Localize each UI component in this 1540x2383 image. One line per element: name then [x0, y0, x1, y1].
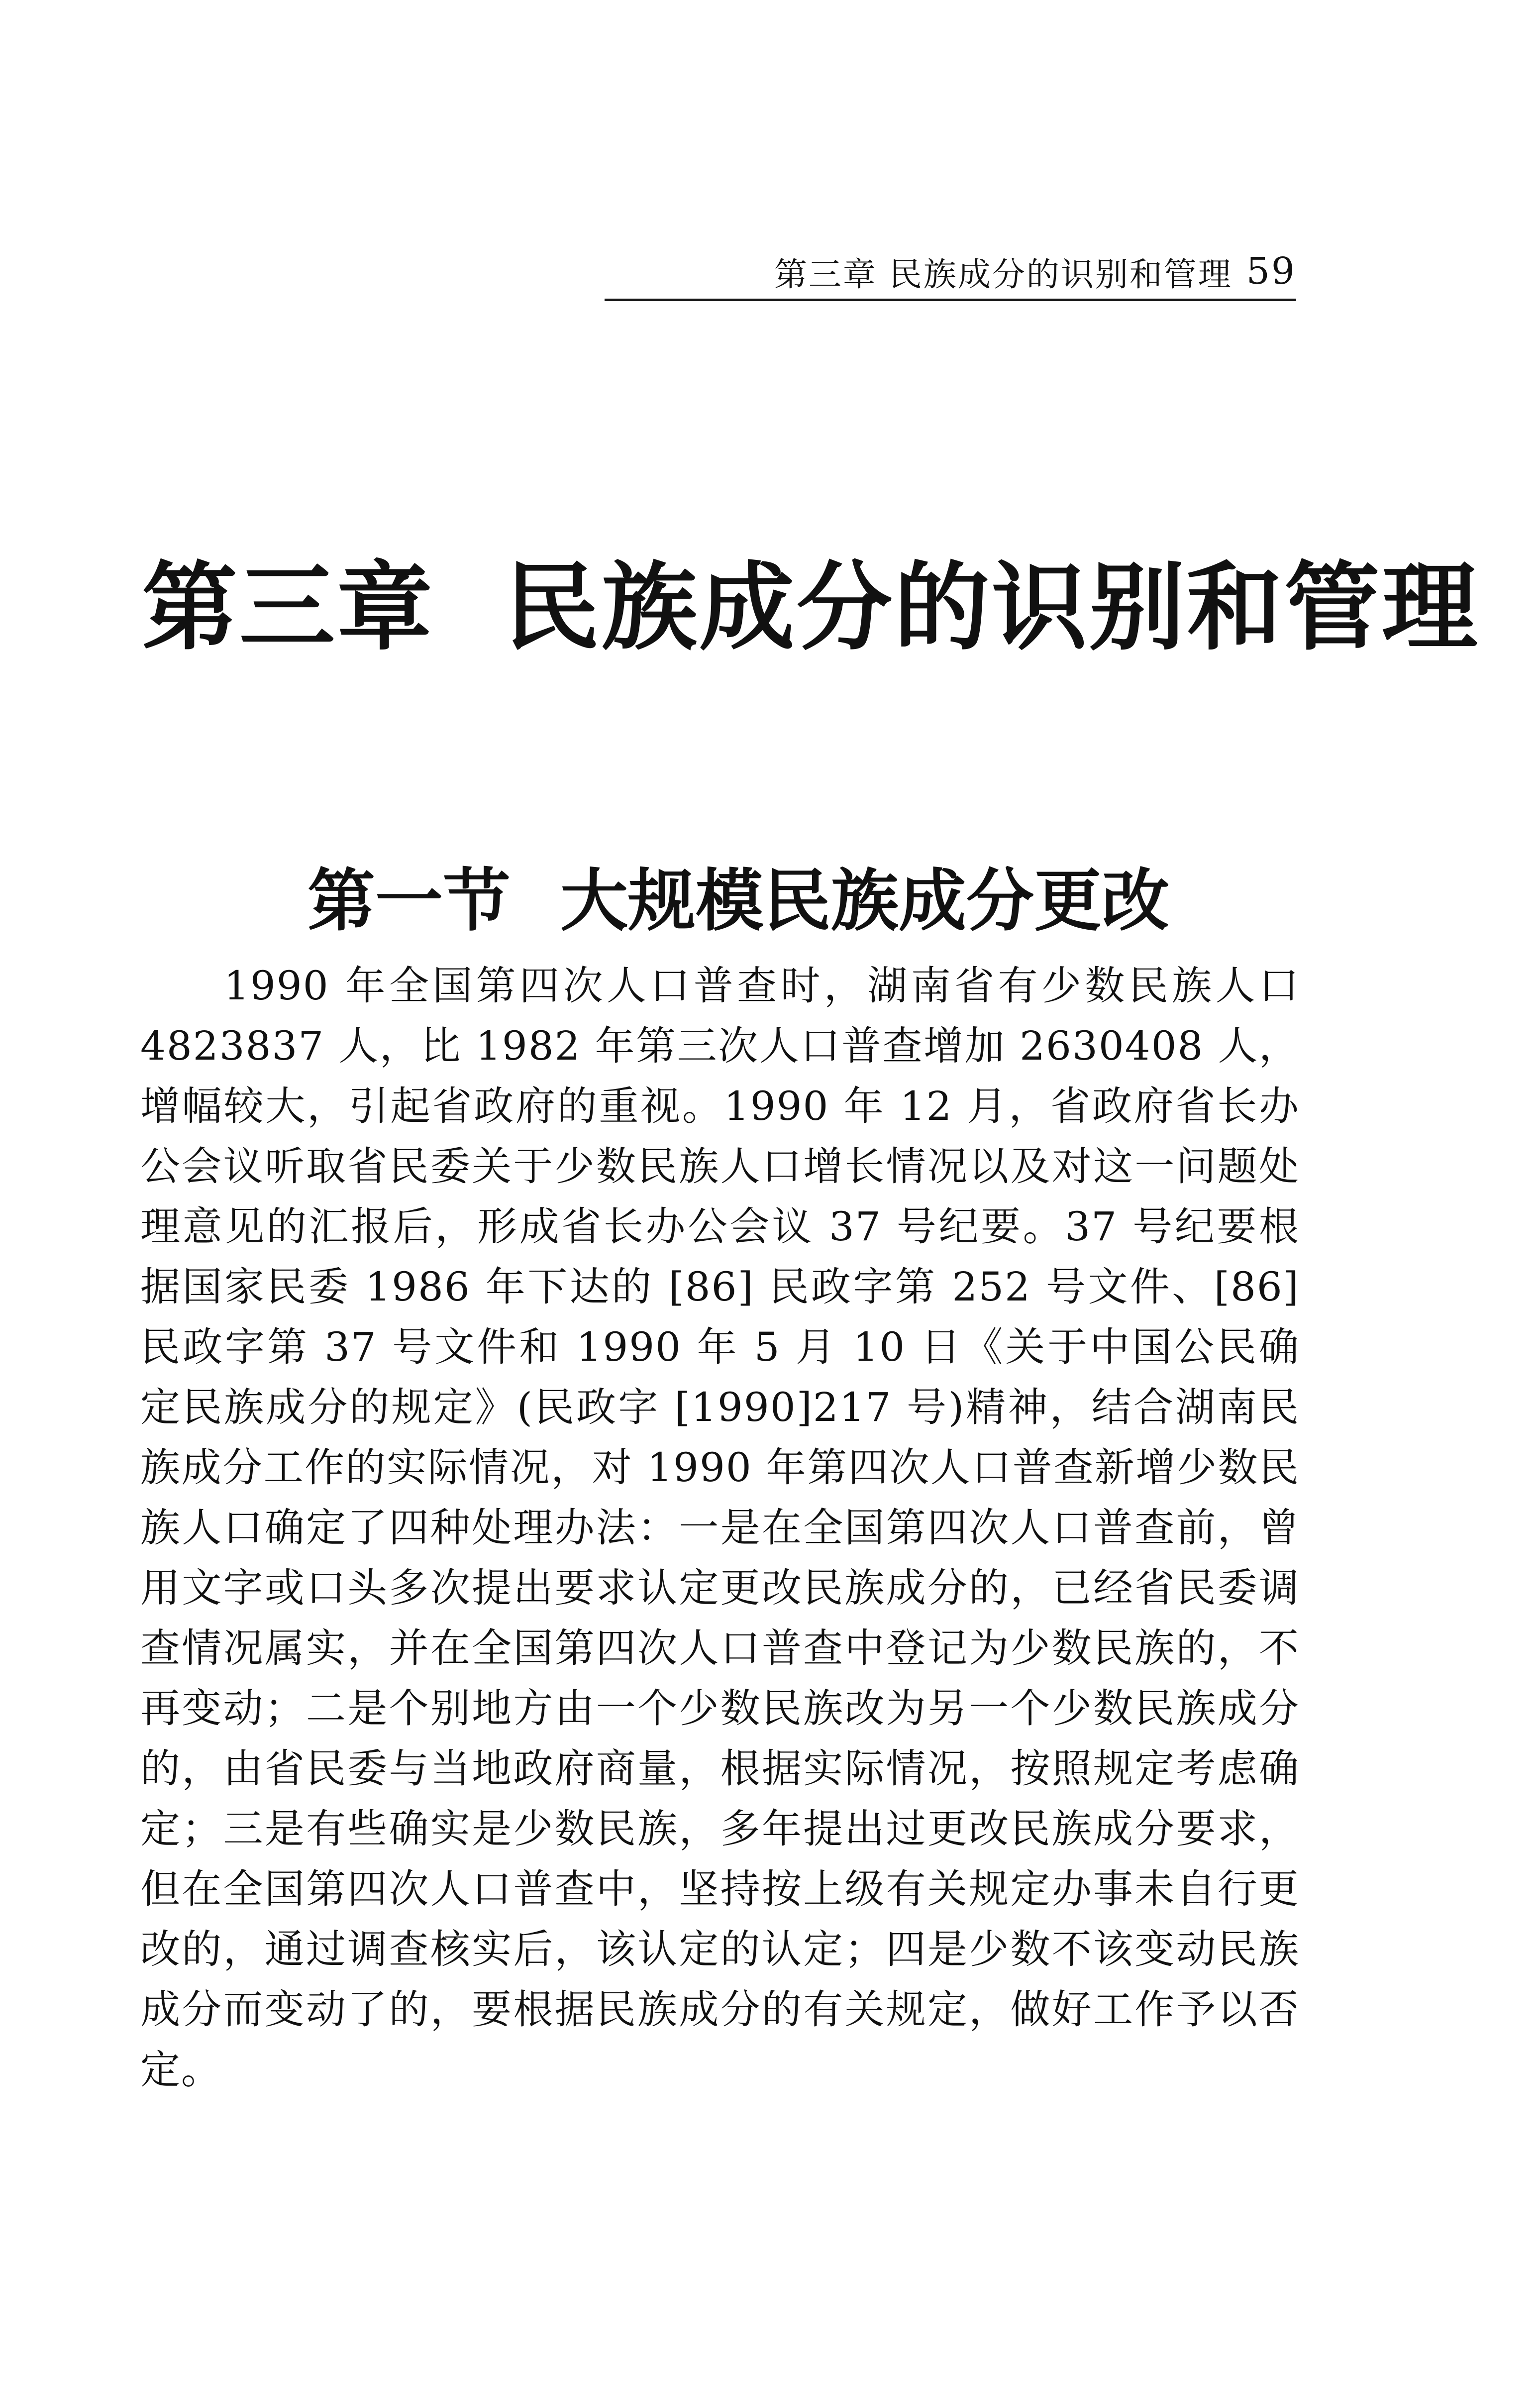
section-title [308, 855, 1253, 941]
chapter-title-text: 民族成分的识别和管理 [504, 551, 1479, 663]
running-header [605, 244, 1296, 301]
section-title-text: 大规模民族成分更改 [560, 861, 1169, 941]
chapter-number: 第三章 [142, 551, 434, 663]
body-paragraph: 1990 年全国第四次人口普查时，湖南省有少数民族人口 4823837 人，比 1982 年第三次人口普查增加 2630408 人，增幅较大，引起省政府的重视。1990 年 12 月，省政府省长办公会议听取省民委关于少数民族人口增长情况以及对这一问题处理意见的汇报后，形成省长办公会议 37 号纪要。37 号纪要根据国家民委 1986 年下达的 [86] 民政字第 252 号文件、[86] 民政字第 37 号文件和 1990 年 5 月 10 日《关于中国公民确定民族成分的规定》(民政字 [1990]217 号)精神，结合湖南民族成分工作的实际情况，对 1990 年第四次人口普查新增少数民族人口确定了四种处理办法：一是在全国第四次人口普查前，曾用文字或口头多次提出要求认定更改民族成分的，已经省民委调查情况属实，并在全国第四次人口普查中登记为少数民族的，不再变动；二是个别地方由一个少数民族改为另一个少数民族成分的，由省民委与当地政府商量，根据实际情况，按照规定考虑确定；三是有些确实是少数民族，多年提出过更改民族成分要求，但在全国第四次人口普查中，坚持按上级有关规定办事未自行更改的，通过调查核实后，该认定的认定；四是少数不该变动民族成分而变动了的，要根据民族成分的有关规定，做好工作予以否定。 [140, 963, 1300, 2093]
section-number: 第一节 [308, 861, 511, 941]
chapter-title [142, 540, 1479, 663]
page-number: 59 [1246, 250, 1296, 293]
running-header-text: 第三章 民族成分的识别和管理 [774, 255, 1232, 294]
